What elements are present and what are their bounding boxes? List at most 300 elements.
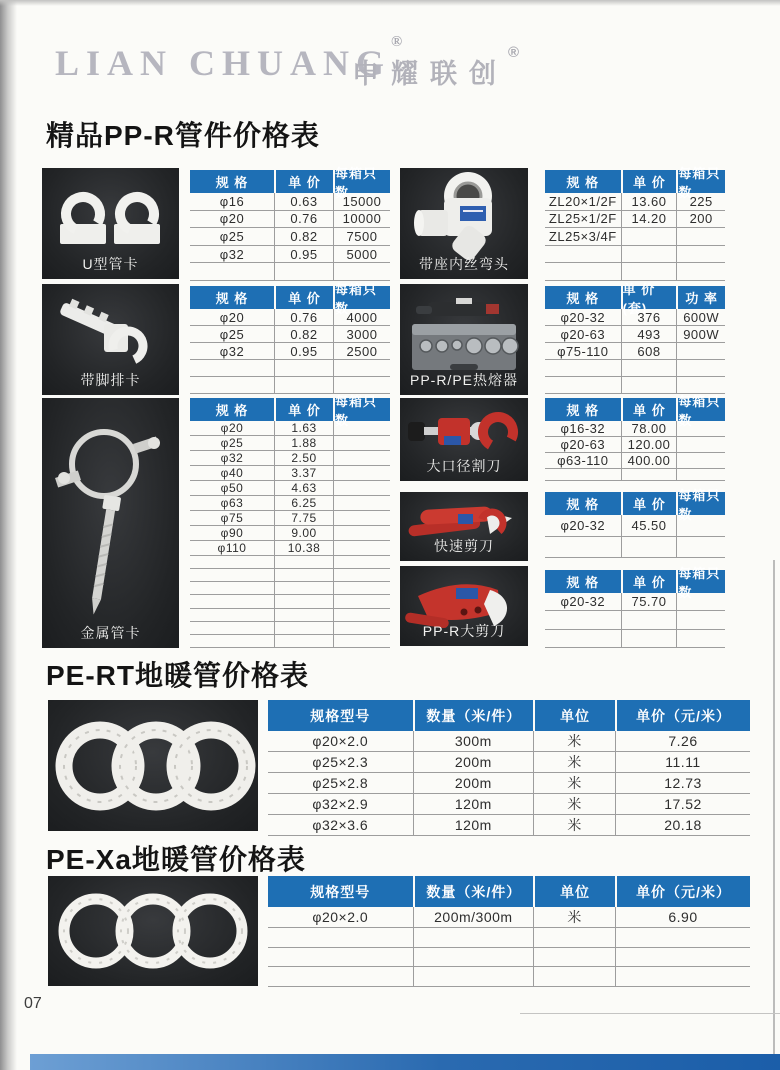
table-cell [268, 948, 413, 967]
table-row [190, 496, 390, 511]
table-cell [545, 377, 621, 393]
table-cell [190, 263, 274, 280]
table-cell: φ32 [220, 451, 244, 465]
table-cell: ZL25×3/4F [548, 228, 617, 244]
table-cell [676, 515, 725, 536]
table-cell [190, 635, 274, 647]
table-cell [621, 263, 677, 280]
table-row [545, 193, 725, 211]
table-cell [333, 466, 390, 480]
table-row [545, 437, 725, 453]
table-cell: 14.20 [621, 211, 677, 228]
table-cell [274, 360, 333, 376]
table-cell [615, 928, 750, 947]
table-row [268, 773, 750, 794]
table-cell: 4.63 [274, 481, 333, 495]
product-photo-metal-clamp [42, 398, 179, 648]
table-cell: φ110 [217, 541, 247, 555]
column-header: 每箱只数 [333, 398, 390, 421]
column-header: 功 率 [676, 286, 725, 309]
table-cell [676, 263, 725, 280]
product-photo-large-scissors [400, 566, 528, 646]
column-header: 规 格 [545, 398, 621, 421]
registered-mark-icon: ® [391, 34, 403, 50]
table-cell: φ63-110 [557, 453, 609, 468]
table-cell: 376 [621, 309, 677, 325]
table-cell: 0.63 [274, 193, 333, 210]
price-table-large-scissors [545, 565, 725, 648]
table-header-row [190, 165, 390, 200]
table-cell [621, 246, 677, 263]
column-header: 规 格 [545, 286, 621, 309]
section-title-pexa: PE-Xa地暖管价格表 [46, 844, 306, 875]
column-header: 规 格 [545, 492, 621, 515]
table-cell [621, 377, 677, 393]
table-cell [533, 928, 615, 947]
table-cell: 493 [621, 326, 677, 342]
table-cell: φ20 [219, 309, 245, 325]
table-cell [333, 569, 390, 581]
product-photo-seated-elbow [400, 168, 528, 279]
table-row [190, 309, 390, 326]
table-cell: φ75 [220, 511, 244, 525]
table-row [268, 731, 750, 752]
table-cell: 12.73 [615, 773, 750, 793]
table-cell [274, 635, 333, 647]
table-row [190, 595, 390, 608]
table-header-row [268, 876, 750, 907]
table-row [190, 609, 390, 622]
table-cell: 3.37 [274, 466, 333, 480]
table-cell [274, 595, 333, 607]
column-header: 每箱只数 [676, 570, 725, 593]
table-row [190, 635, 390, 648]
column-header: 数量（米/件） [413, 700, 534, 731]
brand-logo-cn [352, 44, 520, 91]
table-row [190, 193, 390, 211]
table-cell: ZL20×1/2F [548, 193, 617, 209]
table-cell: 200m/300m [413, 907, 534, 927]
table-row [190, 481, 390, 496]
table-cell: 75.70 [621, 593, 677, 610]
table-row [190, 466, 390, 481]
table-cell: 1.88 [274, 436, 333, 450]
table-cell: 1.63 [274, 421, 333, 435]
table-cell [676, 246, 725, 263]
column-header: 规 格 [190, 286, 274, 309]
price-table-quick-scissors [545, 487, 725, 558]
column-header: 单 价 [274, 286, 333, 309]
column-header: 每箱只数 [676, 492, 725, 515]
table-cell [676, 421, 725, 436]
price-table-seated-elbow [545, 165, 725, 281]
table-cell [676, 437, 725, 452]
table-row [545, 343, 725, 360]
table-cell [274, 609, 333, 621]
table-row [190, 569, 390, 582]
section-title-ppr: 精品PP-R管件价格表 [46, 120, 320, 151]
table-cell [333, 541, 390, 555]
product-caption: 金属管卡 [80, 625, 141, 641]
table-cell [333, 451, 390, 465]
table-cell [621, 611, 677, 628]
scan-top-shadow [0, 0, 780, 6]
table-cell [676, 630, 725, 647]
product-caption: PP-R大剪刀 [422, 623, 506, 639]
table-cell [333, 496, 390, 510]
table-cell: φ90 [220, 526, 244, 540]
table-cell: 米 [533, 907, 615, 927]
table-row [545, 246, 725, 264]
table-header-row [545, 281, 725, 316]
table-cell: φ32 [219, 343, 245, 359]
table-cell [333, 622, 390, 634]
table-header-row [545, 487, 725, 522]
table-cell [190, 360, 274, 376]
table-row [545, 469, 725, 481]
table-cell [333, 635, 390, 647]
table-cell [333, 526, 390, 540]
table-cell: 45.50 [621, 515, 677, 536]
table-cell [274, 263, 333, 280]
table-cell [676, 469, 725, 480]
table-cell: 2.50 [274, 451, 333, 465]
table-cell: 7.26 [615, 731, 750, 751]
table-cell [676, 343, 725, 359]
column-header: 规格型号 [268, 700, 413, 731]
table-cell [621, 537, 677, 558]
table-cell [268, 967, 413, 986]
column-header: 规 格 [545, 170, 621, 193]
column-header: 单 价(套) [621, 286, 677, 309]
product-caption: 带座内丝弯头 [419, 256, 509, 272]
table-header-row [545, 165, 725, 200]
table-cell: φ20-32 [560, 309, 606, 325]
table-cell: φ20×2.0 [312, 909, 369, 925]
pipe-coils-icon [48, 700, 258, 831]
price-table-metal-clamp [190, 393, 390, 648]
table-cell: φ20×2.0 [312, 733, 369, 749]
table-cell: φ75-110 [557, 343, 609, 359]
table-cell: 4000 [333, 309, 390, 325]
table-cell [545, 537, 621, 558]
table-cell: 120m [413, 794, 534, 814]
column-header: 单价（元/米） [615, 876, 750, 907]
column-header: 规 格 [545, 570, 621, 593]
table-cell [545, 469, 621, 480]
pipe-rings-icon [48, 876, 258, 986]
table-row [268, 967, 750, 987]
column-header: 数量（米/件） [413, 876, 534, 907]
table-cell: φ25×2.3 [312, 754, 369, 770]
table-cell: 9.00 [274, 526, 333, 540]
table-cell: 米 [533, 815, 615, 835]
brand-cn-text: 申耀联创 [352, 59, 508, 89]
table-row [190, 211, 390, 229]
table-cell [333, 263, 390, 280]
table-row [545, 211, 725, 229]
table-row [268, 948, 750, 968]
column-header: 单 价 [621, 570, 677, 593]
table-cell: φ20-32 [560, 594, 606, 610]
table-cell [333, 582, 390, 594]
table-cell [545, 246, 621, 263]
table-row [190, 360, 390, 377]
table-cell: 5000 [333, 246, 390, 263]
footer-accent-bar [30, 1054, 780, 1070]
table-cell: 900W [676, 326, 725, 342]
table-cell: 6.25 [274, 496, 333, 510]
table-cell [676, 593, 725, 610]
table-cell: 0.82 [274, 228, 333, 245]
table-cell [413, 928, 534, 947]
table-cell: φ20-63 [560, 437, 606, 452]
table-row [190, 228, 390, 246]
table-cell: 200m [413, 773, 534, 793]
table-row [545, 537, 725, 559]
table-cell: φ16 [219, 193, 245, 209]
table-cell: 200 [676, 211, 725, 228]
product-caption: 快速剪刀 [434, 538, 494, 554]
table-cell [533, 948, 615, 967]
table-cell: 0.76 [274, 211, 333, 228]
table-cell: 0.95 [274, 343, 333, 359]
table-row [545, 593, 725, 611]
table-cell: φ25 [219, 228, 245, 244]
column-header: 单 价 [621, 170, 677, 193]
table-cell [333, 609, 390, 621]
column-header: 单 价 [274, 398, 333, 421]
column-header: 每箱只数 [676, 398, 725, 421]
table-row [268, 815, 750, 836]
table-cell: 7500 [333, 228, 390, 245]
table-cell [621, 630, 677, 647]
table-row [190, 421, 390, 436]
column-header: 单位 [533, 700, 615, 731]
table-cell [190, 609, 274, 621]
column-header: 单 价 [274, 170, 333, 193]
table-cell: 米 [533, 752, 615, 772]
table-cell [190, 582, 274, 594]
brand-logo-en [55, 34, 403, 84]
table-cell [333, 481, 390, 495]
table-row [545, 326, 725, 343]
scan-artifact-line [520, 1013, 780, 1014]
product-caption: PP-R/PE热熔器 [409, 372, 518, 388]
table-row [545, 630, 725, 648]
registered-mark-icon: ® [508, 44, 520, 61]
table-row [545, 421, 725, 437]
table-cell [676, 360, 725, 376]
price-table-pexa [268, 876, 750, 987]
table-cell [413, 967, 534, 986]
column-header: 单 价 [621, 492, 677, 515]
table-cell: φ25 [219, 326, 245, 342]
table-row [190, 541, 390, 556]
table-cell: 2500 [333, 343, 390, 359]
table-cell [333, 436, 390, 450]
table-cell: 17.52 [615, 794, 750, 814]
scan-right-line [773, 560, 775, 1070]
product-caption: U型管卡 [82, 256, 139, 272]
product-photo-large-cutter [400, 398, 528, 481]
product-photo-pert-coils [48, 700, 258, 831]
table-cell [621, 228, 677, 245]
table-row [190, 582, 390, 595]
table-cell: φ63 [220, 496, 244, 510]
table-row [190, 622, 390, 635]
table-cell: 10000 [333, 211, 390, 228]
table-cell [545, 630, 621, 647]
table-cell: 6.90 [615, 907, 750, 927]
table-cell [615, 948, 750, 967]
section-title-pert: PE-RT地暖管价格表 [46, 660, 310, 691]
table-cell [333, 360, 390, 376]
table-cell [676, 453, 725, 468]
table-row [190, 436, 390, 451]
table-cell: 11.11 [615, 752, 750, 772]
table-cell: 0.76 [274, 309, 333, 325]
table-cell [333, 421, 390, 435]
table-row [268, 928, 750, 948]
table-cell [621, 360, 677, 376]
table-cell: 225 [676, 193, 725, 210]
table-cell: φ20-32 [560, 517, 606, 533]
table-cell: 120.00 [621, 437, 677, 452]
table-cell [268, 928, 413, 947]
table-row [268, 907, 750, 928]
table-cell [676, 537, 725, 558]
column-header: 规格型号 [268, 876, 413, 907]
table-cell: φ20-63 [560, 326, 606, 342]
table-cell: 600W [676, 309, 725, 325]
table-cell [274, 377, 333, 393]
table-cell [621, 469, 677, 480]
product-caption: 带脚排卡 [80, 372, 141, 388]
table-cell: φ40 [220, 466, 244, 480]
table-row [190, 556, 390, 569]
table-cell [274, 556, 333, 568]
table-row [268, 794, 750, 815]
metal-pipe-clamp-icon [42, 398, 179, 648]
table-cell: 608 [621, 343, 677, 359]
scan-edge-shadow [0, 0, 17, 1070]
table-cell [545, 611, 621, 628]
table-cell: 0.82 [274, 326, 333, 342]
table-row [545, 228, 725, 246]
table-cell [274, 569, 333, 581]
table-cell [545, 360, 621, 376]
table-cell: 120m [413, 815, 534, 835]
table-row [190, 526, 390, 541]
table-header-row [190, 281, 390, 316]
table-cell: 300m [413, 731, 534, 751]
table-cell: φ32 [219, 246, 245, 262]
page-number: 07 [24, 995, 42, 1012]
table-cell: 7.75 [274, 511, 333, 525]
table-row [190, 246, 390, 264]
table-cell [545, 263, 621, 280]
table-cell [274, 582, 333, 594]
table-cell [413, 948, 534, 967]
price-table-pert [268, 700, 750, 831]
table-cell [190, 556, 274, 568]
table-cell [190, 377, 274, 393]
product-photo-pexa-coils [48, 876, 258, 986]
column-header: 每箱只数 [676, 170, 725, 193]
table-cell [676, 228, 725, 245]
column-header: 单价（元/米） [615, 700, 750, 731]
table-cell: φ25 [220, 436, 244, 450]
price-table-footed-clamp [190, 281, 390, 394]
table-cell: φ20 [219, 211, 245, 227]
table-cell: 15000 [333, 193, 390, 210]
table-cell [190, 569, 274, 581]
table-cell [676, 611, 725, 628]
table-cell: 3000 [333, 326, 390, 342]
product-caption: 大口径割刀 [426, 458, 502, 474]
product-photo-fusion-welder [400, 284, 528, 395]
table-cell [615, 967, 750, 986]
table-cell: 78.00 [621, 421, 677, 436]
table-cell: 米 [533, 794, 615, 814]
table-cell: φ32×3.6 [312, 817, 369, 833]
table-row [190, 451, 390, 466]
table-row [545, 360, 725, 377]
column-header: 规 格 [190, 398, 274, 421]
table-cell [333, 511, 390, 525]
table-cell [333, 595, 390, 607]
table-cell: 10.38 [274, 541, 333, 555]
table-header-row [268, 700, 750, 731]
column-header: 每箱只数 [333, 286, 390, 309]
table-cell: φ32×2.9 [312, 796, 369, 812]
product-photo-footed-clamp [42, 284, 179, 395]
table-cell: 20.18 [615, 815, 750, 835]
table-cell: 13.60 [621, 193, 677, 210]
column-header: 单 价 [621, 398, 677, 421]
table-cell [190, 595, 274, 607]
table-row [268, 752, 750, 773]
price-table-large-cutter [545, 393, 725, 481]
table-row [545, 515, 725, 537]
table-row [545, 309, 725, 326]
table-cell: 400.00 [621, 453, 677, 468]
table-cell: 米 [533, 731, 615, 751]
brand-en-text: LIAN CHUANG [55, 43, 392, 83]
table-cell: 米 [533, 773, 615, 793]
product-photo-u-clamp [42, 168, 179, 279]
column-header: 单位 [533, 876, 615, 907]
table-cell [333, 556, 390, 568]
column-header: 规 格 [190, 170, 274, 193]
table-row [545, 453, 725, 469]
price-table-u-clamp [190, 165, 390, 281]
product-photo-quick-scissors [400, 492, 528, 561]
table-cell: ZL25×1/2F [548, 211, 617, 227]
table-cell: 0.95 [274, 246, 333, 263]
table-cell: 200m [413, 752, 534, 772]
table-cell: φ16-32 [560, 421, 606, 436]
table-cell [274, 622, 333, 634]
table-header-row [545, 565, 725, 600]
table-cell [533, 967, 615, 986]
column-header: 每箱只数 [333, 170, 390, 193]
table-header-row [545, 393, 725, 428]
table-cell: φ50 [220, 481, 244, 495]
table-row [545, 611, 725, 629]
table-row [190, 343, 390, 360]
